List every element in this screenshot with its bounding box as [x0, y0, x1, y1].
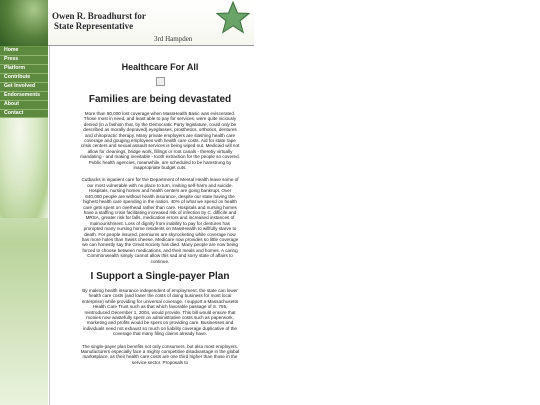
- nav-item-endorsements[interactable]: Endorsements: [0, 92, 48, 101]
- paragraph-4: The single-payer plan benefits not only consumers, but also most employers. Manufacturers especially face a mighty competitive disadvantage in the global marketplace, as their health care costs are one third higher than those in the service sector. Proposals to: [80, 343, 240, 365]
- leaf-image-bottom: [0, 108, 48, 218]
- nav-item-press[interactable]: Press: [0, 56, 48, 65]
- nav-menu: [0, 47, 48, 119]
- nav-item-platform[interactable]: Platform: [0, 65, 48, 74]
- leaf-image: [0, 0, 48, 46]
- header-divider: [48, 45, 254, 46]
- district-label: 3rd Hampden: [154, 35, 193, 43]
- main-content: [80, 58, 240, 372]
- paragraph-1: More than 50,000 lost coverage when MassHealth Basic was eviscerated. Those most in need, and least able to pay for services, were quite viciously denied (in a fashion that, by the Democratic Party legislature, could only be described as morally depraved) eyeglasses, prosthetics, orthotics, dentures and chiropractic therapy. Many private employers are slashing health care coverage and gouging employees with health care costs. Aid for state rape crisis centers and sexual assault services is being wiped out. Medicaid will not allow for cleanings, bridge work, fillings or root canals - thereby virtually mandating - and making inevitable - tooth extraction for the people so covered. Public health agencies, meanwhile, are scheduled to be hamstrung by inappropriate budget cuts.: [80, 111, 240, 171]
- nav-item-contribute[interactable]: Contribute: [0, 74, 48, 83]
- site-title-line2: State Representative: [54, 21, 134, 31]
- paragraph-2: Cutbacks in inpatient care for the Department of Mental Health leave some of our most vulnerable with no place to turn, inviting self-harm and suicide. Hospitals, nursing homes and health centers are going bankrupt. Over 640,000 people are without health insurance, despite our state having the highest health care spending in the nation. 40% of what we spend on health care gets spent on overhead rather than care. Hospitals and nursing homes have a staffing crisis facilitating increased risk of infection by C. difficile and MRSA, greater risk for falls, medication errors and increased instances of malnourishment. Loss of dignity from inability to pay for dentures has prompted many nursing home residents on MassHealth to willfully starve to death. For people insured, premiums are skyrocketing while coverage now has more holes than Swiss cheese. Medicare now provides so little coverage we can honestly say the Great Society has died. Many people are now being forced to choose between medications, and their meals and homes. A caring Commonwealth simply cannot allow this sad and sorry state of affairs to continue.: [81, 177, 239, 264]
- nav-item-home[interactable]: Home: [0, 47, 48, 56]
- broken-image-icon: [156, 77, 165, 86]
- content-divider: [49, 46, 50, 405]
- star-icon: [216, 1, 250, 34]
- page-title: Healthcare For All: [121, 62, 199, 72]
- site-title-line1: Owen R. Broadhurst for: [52, 11, 146, 21]
- site-header: [48, 0, 254, 46]
- nav-item-about[interactable]: About: [0, 101, 48, 110]
- paragraph-3: By making health insurance independent of employment, the state can lower health care costs (and lower the costs of doing business for most local enterprise) while providing for universal coverage. I support a Massachusetts Health Care Trust such as that which favorable passage of S. 755, reintroduced December 1, 2004, would provide. This bill would ensure that monies now wastefully spent on administrative costs such as paperwork, marketing and profits would be spent on providing care. Businesses and individuals need not exhaust so much on liability coverage duplicative of the coverage that many filing claims already have.: [81, 287, 239, 337]
- nav-item-get-involved[interactable]: Get Involved: [0, 83, 48, 92]
- section-heading-families: Families are being devastated: [88, 94, 232, 105]
- section-heading-single-payer: I Support a Single-payer Plan: [90, 270, 230, 282]
- nav-item-contact[interactable]: Contact: [0, 110, 48, 119]
